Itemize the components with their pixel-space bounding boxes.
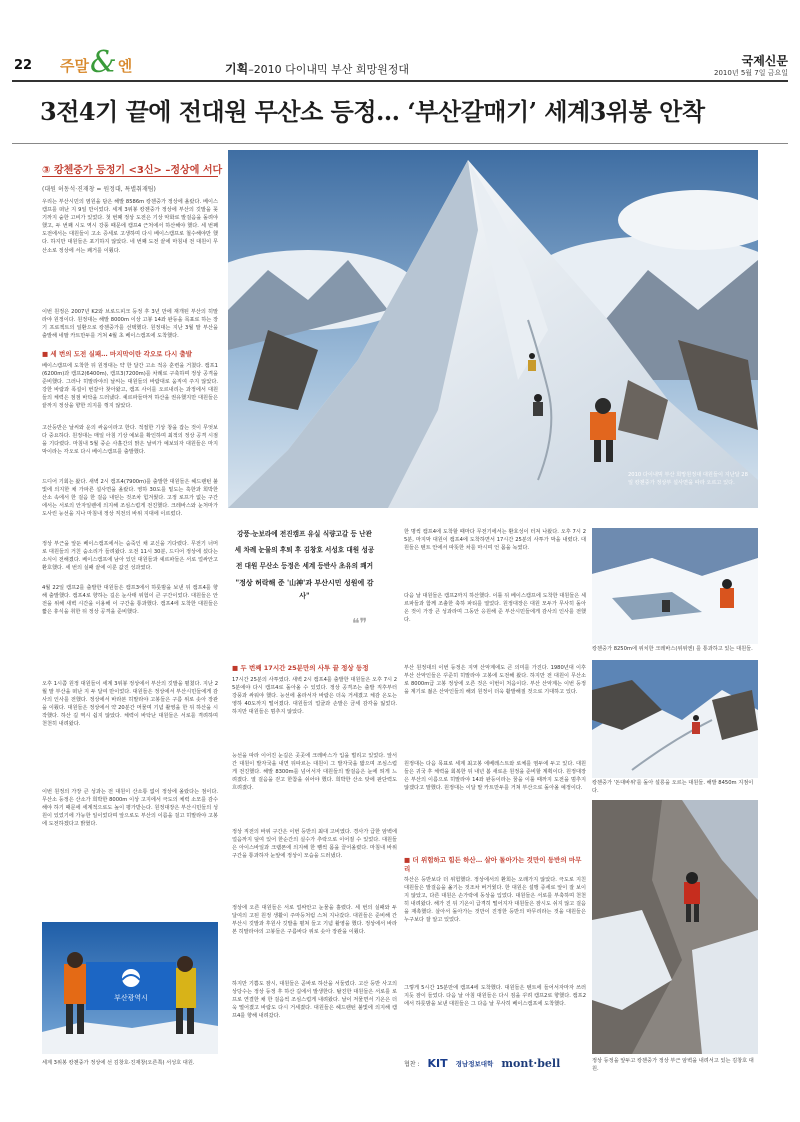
article-paragraph	[404, 528, 586, 588]
series-title	[225, 60, 409, 77]
paragraph-text: 하지만 기쁨도 잠시, 대원들은 곧바로 하산을 서둘렀다. 고산 등반 사고의 상당수는 정상 등정 후 하산 길에서 발생한다. 탈진한 대원들은 서로를 로프로 연결한 채 한 걸음씩 조심스럽게 내려왔다. 날이 저물면서 기온은 더욱 떨어졌고 바람도 다시 거세졌다. 대원들은 헤드랜턴 불빛에 의지해 캠프4를 향해 내려갔다.	[232, 981, 397, 1020]
main-photo-image	[228, 150, 758, 508]
photo-caption: 캉첸중가 '돈대바위'를 돌아 설릉을 오르는 대원들. 해발 8450m 지점이다.	[592, 780, 754, 794]
paragraph-text: 정상 부근을 앞둔 베이스캠프에서는 숨죽인 채 교신을 기다렸다. 무전기 너머로 대원들의 거친 숨소리가 들려왔다. 오전 11시 30분, 드디어 정상에 섰다는 소식이 전해졌다. 베이스캠프에 남아 있던 대원들과 셰르파들은 서로 얼싸안고 환호했다. 세 번의 실패 끝에 이룬 값진 성과였다.	[42, 541, 218, 572]
article-paragraph	[42, 424, 218, 474]
paragraph-text: 고산등반은 날씨와 운의 싸움이라고 한다. 적절한 기상 창을 잡는 것이 무엇보다 중요하다. 원정대는 매일 아침 기상 예보를 확인하며 최적의 정상 공격 시점을 기다렸다. 마침내 5월 중순 사흘간의 맑은 날씨가 예보되자 대원들은 마지막이라는 각오로 다시 베이스캠프를 출발했다.	[42, 425, 218, 456]
paragraph-text: 17시간 25분의 사투였다. 새벽 2시 캠프4를 출발한 대원들은 오후 7시 25분에야 다시 캠프4로 돌아올 수 있었다. 정상 공격조는 출발 직후부터 강풍과 싸워야 했다. 능선에 올라서자 바람은 더욱 거세졌고 체감 온도는 영하 40도까지 떨어졌다. 대원들의 얼굴과 손발은 금세 감각을 잃었다. 하지만 대원들은 멈추지 않았다.	[232, 677, 397, 716]
paragraph-text: 베이스캠프에 도착한 뒤 원정대는 약 한 달간 고소 적응 훈련을 거쳤다. 캠프1(6200m)과 캠프2(6400m), 캠프3(7200m)를 차례로 구축하며 정상 공격을 준비했다. 그러나 히말라야의 날씨는 대원들의 바람대로 움직여 주지 않았다. 강한 바람과 폭설이 번갈아 찾아왔고, 캠프 사이를 오르내리는 과정에서 대원들의 체력은 점점 바닥을 드러냈다. 셰르파들마저 하산을 권유했지만 대원들은 끝까지 정상을 향한 의지를 꺾지 않았다.	[42, 363, 218, 410]
rock-wall-photo-image	[592, 800, 758, 1054]
sponsor-bar	[404, 1050, 586, 1076]
photo-caption: 세계 3위봉 캉첸중가 정상에 선 김창호·진재창(오른쪽) 서성호 대원.	[42, 1060, 195, 1066]
article-paragraph	[232, 904, 397, 976]
paragraph-text: 그렇게 5시간 15분만에 캠프4에 도착했다. 대원들은 텐트에 들어서자마자 쓰러지듯 잠이 들었다. 다음 날 아침 대원들은 다시 짐을 꾸려 캠프2로 향했다. 캠프2에서 하룻밤을 보낸 대원들은 그 다음 날 무사히 베이스캠프에 도착했다.	[404, 985, 586, 1008]
paragraph-text: 다음 날 대원들은 캠프2까지 하산했다. 이틀 뒤 베이스캠프에 도착한 대원들은 셰르파들과 함께 조촐한 축하 파티를 열었다. 원정대장은 대원 모두가 무사히 돌아온 것이 가장 큰 성과라며 그동안 응원해 준 부산시민들에게 감사의 인사를 전했다.	[404, 593, 586, 624]
paragraph-text: 정상 직전의 바위 구간은 이번 등반의 최대 고비였다. 경사가 급한 암벽에 얼음까지 덮여 있어 한순간의 실수가 추락으로 이어질 수 있었다. 대원들은 아이스바일과 크램폰에 의지해 한 뼘씩 몸을 끌어올렸다. 마침내 바위 구간을 통과하자 눈앞에 정상이 모습을 드러냈다.	[232, 829, 397, 860]
section-logo-amp: &	[89, 45, 117, 80]
header-rule	[12, 80, 788, 82]
paragraph-text: 능선을 따라 이어진 눈길은 곳곳에 크레바스가 입을 벌리고 있었다. 앞서 간 대원이 발자국을 내면 뒤따르는 대원이 그 발자국을 밟으며 조심스럽게 전진했다. 해발 8300m를 넘어서자 대원들의 발걸음은 눈에 띄게 느려졌다. 열 걸음을 걷고 한참을 쉬어야 했다. 희박한 산소 탓에 판단력도 흐려졌다.	[232, 753, 397, 792]
article-paragraph	[42, 584, 218, 676]
photo-caption: 정상 등정을 앞두고 캉첸중가 정상 부근 암벽을 내려서고 있는 김창호 대원.	[592, 1058, 754, 1072]
page-number: 22	[14, 58, 33, 73]
article-paragraph	[42, 680, 218, 784]
paragraph-text: 드디어 기회는 왔다. 새벽 2시 캠프4(7900m)를 출발한 대원들은 헤드랜턴 불빛에 의지한 채 가파른 설사면을 올랐다. 영하 30도를 밑도는 혹한과 희박한 산소 속에서 한 걸음 한 걸음 내딛는 것조차 힘겨웠다. 고정 로프가 없는 구간에서는 서로의 안자일렌에 의지해 조심스럽게 전진했다. 크레바스와 눈처마가 도사린 능선을 지나 마침내 정상 직전의 바위 지대에 이르렀다.	[42, 479, 218, 518]
section-logo	[60, 45, 133, 80]
article-paragraph	[42, 362, 218, 420]
article-paragraph	[42, 540, 218, 580]
pull-quote	[232, 528, 377, 605]
article-subhead: ■ 세 번의 도전 실패… 마지막이란 각오로 다시 출발	[42, 350, 193, 358]
article-subhead: ■ 더 위험하고 힘든 하산… 살아 돌아가는 것만이 등반의 마무리	[404, 856, 582, 873]
section-logo-right: 엔	[117, 57, 133, 75]
article-paragraph	[232, 828, 397, 900]
page-headline: 3전4기 끝에 전대원 무산소 등정… ‘부산갈매기’ 세계3위봉 안착	[40, 97, 705, 126]
paragraph-text: 한 명씩 캠프4에 도착할 때마다 무전기에서는 환호성이 터져 나왔다. 오후 7시 25분, 마지막 대원이 캠프4에 도착하면서 17시간 25분의 사투가 막을 내렸다. 대원들은 텐트 안에서 따뜻한 차를 마시며 언 몸을 녹였다.	[404, 529, 586, 552]
article-paragraph	[404, 664, 586, 756]
paragraph-text: 이번 원정은 2007년 K2와 브로드피크 등정 후 3년 만에 재개된 부산의 히말라야 원정이다. 원정대는 해발 8000m 이상 고봉 14좌 완등을 목표로 하는 장기 프로젝트의 일환으로 캉첸중가를 선택했다. 원정대는 지난 3월 말 부산을 출발해 네팔 카트만두를 거쳐 4월 초 베이스캠프에 도착했다.	[42, 309, 218, 340]
paragraph-text: 4월 22일 캠프2를 출발한 대원들은 캠프3에서 하룻밤을 보낸 뒤 캠프4를 향해 출발했다. 캠프4로 향하는 길은 눈사태 위험이 큰 구간이었다. 대원들은 안전을 위해 새벽 시간을 이용해 이 구간을 통과했다. 캠프4에 도착한 대원들은 짧은 휴식을 취한 뒤 정상 공격을 준비했다.	[42, 585, 218, 616]
article-paragraph	[42, 788, 218, 896]
article-paragraph	[404, 592, 586, 660]
section-logo-left: 주말	[60, 57, 89, 75]
article-subhead: ■ 두 번째 17시간 25분만의 사투 끝 정상 등정	[232, 664, 369, 672]
sponsor-kit-name: 경남정보대학	[455, 1059, 494, 1068]
paragraph-text: 부산 원정대의 이번 등정은 지역 산악계에도 큰 의미를 가진다. 1980년대 이후 부산 산악인들은 꾸준히 히말라야 고봉에 도전해 왔다. 하지만 전 대원이 무산소로 8000m급 고봉 정상에 오른 것은 이번이 처음이다. 부산 산악계는 이번 등정을 계기로 젊은 산악인들의 해외 원정이 더욱 활발해질 것으로 기대하고 있다.	[404, 665, 586, 696]
main-mountain-photo	[228, 150, 758, 508]
paragraph-text: 이번 원정의 가장 큰 성과는 전 대원이 산소통 없이 정상에 올랐다는 점이다. 무산소 등정은 산소가 희박한 8000m 이상 고지에서 극도의 체력 소모를 감수해야 하기 때문에 세계적으로도 높이 평가받는다. 원정대장은 부산시민들의 성원이 있었기에 가능한 일이었다며 앞으로도 부산의 이름을 걸고 히말라야 고봉에 도전하겠다고 밝혔다.	[42, 789, 218, 828]
paragraph-text: 원정대는 다음 목표로 세계 최고봉 에베레스트와 로체를 염두에 두고 있다. 대원들은 귀국 후 체력을 회복한 뒤 내년 봄 새로운 원정을 준비할 계획이다. 원정대장은 부산의 이름으로 히말라야 14좌 완등이라는 꿈을 이룰 때까지 도전을 멈추지 않겠다고 말했다. 원정대는 이달 말 카트만두를 거쳐 부산으로 돌아올 예정이다.	[404, 761, 586, 792]
article-paragraph	[42, 308, 218, 348]
pull-quote-line: 전 대원 무산소 등정은 세계 등반사 초유의 쾌거	[235, 562, 374, 570]
article-paragraph	[232, 676, 397, 748]
crevasse-photo-image	[592, 528, 758, 644]
photo-caption: 캉첸중가 8250m에 위치한 크레바스(위위엔) 를 통과하고 있는 대원들.	[592, 646, 753, 652]
sponsor-kit-logo: KIT	[427, 1056, 448, 1070]
flag-text: 부산광역시	[114, 994, 148, 1002]
paragraph-text: 하산은 등반보다 더 위험했다. 정상에서의 환희는 오래가지 않았다. 극도로 지친 대원들은 발걸음을 옮기는 것조차 버거웠다. 한 대원은 설맹 증세로 앞이 잘 보이지 않았고, 다른 대원은 손가락에 동상을 입었다. 대원들은 서로를 부축하며 천천히 내려왔다. 해가 진 뒤 기온이 급격히 떨어지자 대원들은 잠시도 쉬지 않고 걸음을 재촉했다. 살아서 돌아가는 것만이 진정한 등반의 마무리라는 것을 대원들은 누구보다 잘 알고 있었다.	[404, 877, 586, 924]
series-rule	[42, 176, 218, 177]
summit-photo	[42, 922, 218, 1054]
series-title-main: 기획	[225, 62, 249, 76]
series-label: ③ 캉첸중가 등정기 <3신> –정상에 서다	[42, 165, 223, 176]
rock-wall-photo	[592, 800, 758, 1054]
summit-photo-image	[42, 922, 218, 1054]
quote-mark-icon: ❝❞	[352, 616, 368, 632]
article-paragraph	[232, 752, 397, 824]
crevasse-photo	[592, 528, 758, 644]
paragraph-text: 오후 1시쯤 원정 대원들이 세계 3위봉 정상에서 부산의 깃발을 펼쳤다. 지난 2월 말 부산을 떠난 지 두 달여 만이었다. 대원들은 정상에서 부산시민들에게 감사의 인사를 전했다. 정상에서 바라본 히말라야 고봉들은 구름 위로 솟아 장관을 이뤘다. 대원들은 정상에서 약 20분간 머물며 기념 촬영을 한 뒤 하산을 시작했다. 하산 길 역시 쉽지 않았다. 체력이 바닥난 대원들은 서로를 격려하며 천천히 내려왔다.	[42, 681, 218, 728]
pull-quote-line: 강풍·눈보라에 전진캠프 유실 식량고갈 등 난관	[237, 530, 372, 538]
main-photo-caption: 2010 다이내믹 부산 희망원정대 대원들이 지난달 28일 캉첸중가 정상부 설사면을 따라 오르고 있다.	[628, 472, 748, 486]
paragraph-text: 우리는 부산시민의 염원을 담은 해발 8586m 캉첸중가 정상에 올랐다. 베이스캠프를 떠난 지 9일 만이었다. 세계 3위봉 캉첸중가 정상에 부산의 깃발을 꽂기까지 숱한 고비가 있었다. 첫 번째 정상 도전은 기상 악화로 발걸음을 돌려야 했고, 두 번째 시도 역시 강풍 때문에 캠프4 근처에서 하산해야 했다. 세 번째 도전에서는 대원들이 고소 증세로 고생하며 다시 베이스캠프로 철수해야만 했다. 하지만 대원들은 포기하지 않았다. 네 번째 도전 끝에 마침내 전 대원이 무산소로 정상에 서는 쾌거를 이뤘다.	[42, 199, 218, 254]
headline-rule	[12, 143, 788, 144]
pull-quote-line: "정상 허락해 준 '山神'과 부산시민 성원에 감사"	[235, 578, 374, 600]
snow-ridge-photo-image	[592, 660, 758, 778]
article-paragraph	[404, 984, 586, 1044]
snow-ridge-photo	[592, 660, 758, 778]
sponsor-montbell-logo: mont·bell	[501, 1056, 561, 1070]
sponsor-label: 협찬 :	[404, 1060, 420, 1068]
article-paragraph	[404, 876, 586, 980]
pull-quote-line: 세 차례 눈물의 후퇴 후 김창호 서성호 대원 성공	[234, 546, 375, 554]
byline: (대원 허동석·진재창 = 원정대, 특별취재팀)	[42, 186, 156, 193]
article-paragraph	[404, 760, 586, 852]
paragraph-text: 정상에 오른 대원들은 서로 얼싸안고 눈물을 흘렸다. 세 번의 실패와 두 달여의 고된 원정 생활이 주마등처럼 스쳐 지나갔다. 대원들은 준비해 간 부산시 깃발과 후원사 깃발을 펼쳐 들고 기념 촬영을 했다. 정상에서 바라본 히말라야의 고봉들은 구름바다 위로 솟아 장관을 이뤘다.	[232, 905, 397, 936]
series-title-sub: –2010 다이내믹 부산 희망원정대	[248, 63, 410, 76]
article-paragraph	[42, 198, 218, 306]
article-paragraph	[42, 478, 218, 536]
publish-date: 2010년 5월 7일 금요일	[714, 69, 788, 77]
article-paragraph	[232, 980, 397, 1076]
publisher-name: 국제신문	[741, 54, 788, 68]
